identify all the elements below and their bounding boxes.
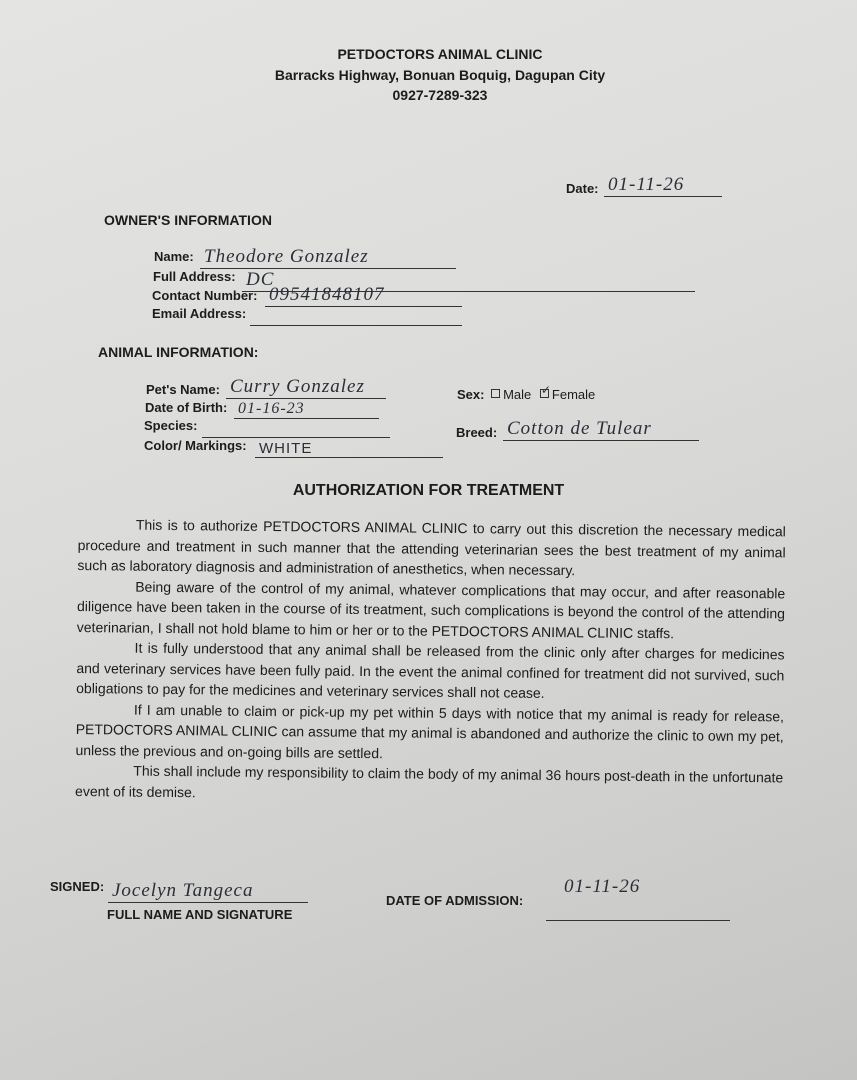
clinic-name: PETDOCTORS ANIMAL CLINIC	[337, 46, 543, 62]
signature-field[interactable]	[108, 880, 308, 903]
authorization-paragraph: Being aware of the control of my animal, whatever complications that may occur, and after reasonable diligence have been taken in the course of its treatment, such complications is beyond the control of the attending veterinarian, I shall not hold blame to him or her or to the PETDOCTORS ANIMAL CLINIC staffs.	[76, 578, 786, 641]
contact-field[interactable]	[265, 284, 462, 307]
owner-name-label: Name:	[154, 249, 194, 264]
breed-value: Cotton de Tulear	[507, 418, 652, 439]
address-label: Full Address:	[153, 269, 236, 284]
sex-field	[457, 383, 596, 402]
admission-field[interactable]	[546, 876, 730, 921]
dob-label: Date of Birth:	[145, 400, 228, 415]
clinic-phone: 0927-7289-323	[392, 87, 488, 103]
email-label: Email Address:	[152, 306, 247, 321]
email-field[interactable]	[250, 307, 462, 326]
sex-option-male[interactable]	[488, 387, 531, 402]
admission-label: DATE OF ADMISSION:	[386, 893, 524, 908]
authorization-paragraph: If I am unable to claim or pick-up my pet within 5 days with notice that my animal is ready for release, PETDOCTORS ANIMAL CLINIC can assume that my animal is abandoned and authorize the clinic to own my pet, unless the previous and on-going bills are settled.	[75, 701, 785, 761]
date-field[interactable]	[604, 174, 722, 197]
contact-value: 09541848107	[269, 284, 385, 305]
checkbox-female-checked[interactable]	[540, 383, 551, 398]
clinic-address: Barracks Highway, Bonuan Boquig, Dagupan City	[274, 67, 606, 83]
checkbox-male[interactable]	[491, 389, 500, 398]
contact-label: Contact Number:	[152, 288, 258, 303]
date-label: Date:	[566, 181, 599, 196]
signature-value: Jocelyn Tangeca	[112, 880, 254, 901]
species-field[interactable]	[202, 419, 390, 438]
authorization-paragraph: This shall include my responsibility to claim the body of my animal 36 hours post-death in the unfortunate event of its demise.	[75, 762, 784, 800]
authorization-body	[75, 514, 786, 808]
sex-option-female[interactable]	[537, 383, 596, 402]
pet-name-field[interactable]	[226, 376, 386, 399]
color-field[interactable]	[255, 439, 443, 458]
owner-name-value: Theodore Gonzalez	[204, 246, 369, 267]
owner-section-title: OWNER'S INFORMATION	[104, 212, 272, 228]
signed-label: SIGNED:	[50, 879, 105, 894]
admission-value: 01-11-26	[564, 876, 641, 897]
authorization-paragraph: It is fully understood that any animal shall be released from the clinic only after charges for medicines and veterinary services have been fully paid. In the event the animal confined for treatment did not survived, such obligations to pay for the medicines and veterinary services shall not cease.	[76, 639, 785, 701]
species-label: Species:	[144, 418, 198, 433]
breed-label: Breed:	[456, 425, 498, 440]
address-value: DC	[246, 269, 275, 290]
check-mark-icon: ✓	[540, 383, 551, 397]
color-label: Color/ Markings:	[144, 438, 247, 453]
pet-name-label: Pet's Name:	[146, 382, 220, 397]
sex-label: Sex:	[457, 387, 485, 402]
dob-field[interactable]	[234, 400, 379, 419]
pet-name-value: Curry Gonzalez	[230, 376, 365, 397]
owner-name-field[interactable]	[200, 246, 456, 269]
sex-male-label: Male	[503, 387, 532, 402]
authorization-title: AUTHORIZATION FOR TREATMENT	[292, 482, 565, 499]
sex-female-label: Female	[551, 387, 596, 402]
dob-value: 01-16-23	[238, 400, 305, 417]
animal-section-title: ANIMAL INFORMATION:	[98, 344, 259, 360]
date-value: 01-11-26	[608, 174, 685, 195]
breed-field[interactable]	[503, 418, 699, 441]
signature-caption: FULL NAME AND SIGNATURE	[107, 907, 293, 922]
color-value: WHITE	[259, 440, 313, 457]
authorization-paragraph: This is to authorize PETDOCTORS ANIMAL CLINIC to carry out this discretion the necessary medical procedure and treatment in such manner that the attending veterinarian sees the best treatment of my animal such as laboratory diagnosis and administration of anesthetics, when necessary.	[77, 516, 786, 579]
